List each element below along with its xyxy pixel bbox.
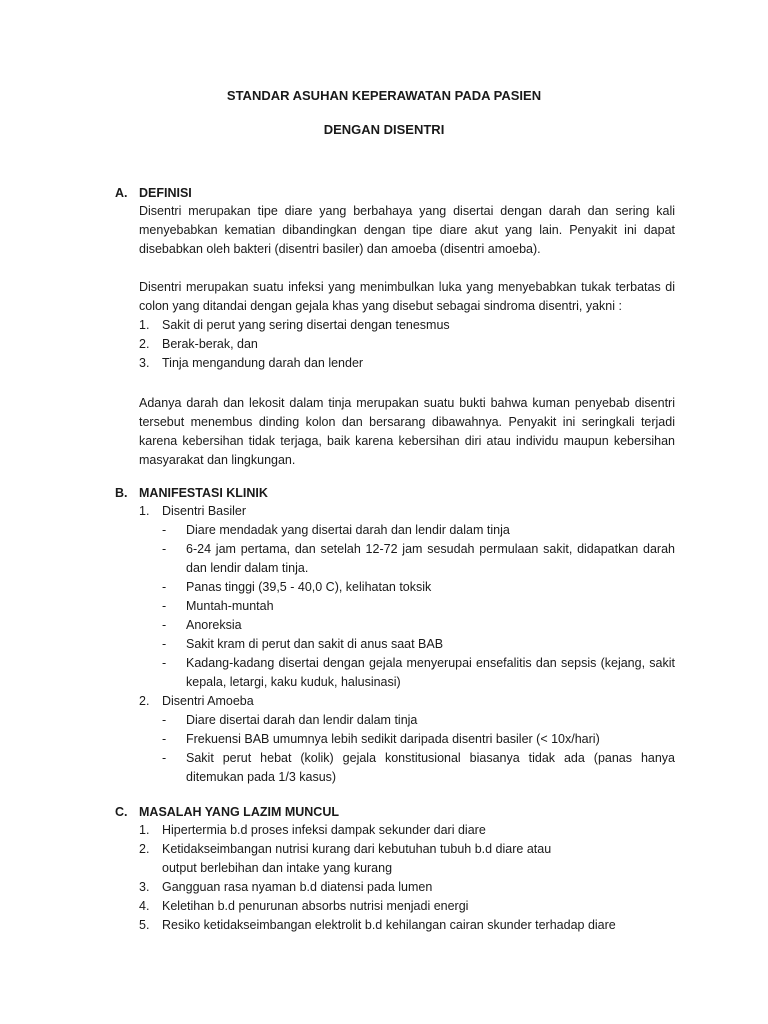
section-letter: C. bbox=[115, 805, 128, 819]
basiler-symptom-list bbox=[115, 521, 675, 692]
document-title-line-1: STANDAR ASUHAN KEPERAWATAN PADA PASIEN bbox=[226, 88, 542, 103]
section-heading bbox=[115, 184, 675, 202]
paragraph: Disentri merupakan tipe diare yang berbahaya yang disertai dengan darah dan sering kali menyebabkan kematian dibandingkan dengan tipe diare akut yang lain. Penyakit ini dapat disebabkan oleh bakteri (disentri basiler) dan amoeba (disentri amoeba). bbox=[139, 204, 675, 256]
symptom-list bbox=[115, 316, 675, 373]
list-item: 3. Gangguan rasa nyaman b.d diatensi pada lumen bbox=[139, 880, 433, 894]
section-title: DEFINISI bbox=[139, 186, 192, 200]
list-item: - Sakit kram di perut dan sakit di anus saat BAB bbox=[162, 637, 444, 651]
section-letter: B. bbox=[115, 486, 128, 500]
problem-list bbox=[115, 821, 616, 935]
list-item: - Diare mendadak yang disertai darah dan lendir dalam tinja bbox=[162, 523, 510, 537]
list-item: 2. Berak-berak, dan bbox=[139, 337, 258, 351]
list-item: - 6-24 jam pertama, dan setelah 12-72 jam sesudah permulaan sakit, didapatkan darah dan lendir dalam tinja. bbox=[162, 542, 675, 575]
list-item: - Sakit perut hebat (kolik) gejala konstitusional biasanya tidak ada (panas hanya ditemukan pada 1/3 kasus) bbox=[162, 751, 675, 784]
list-item: 2. Ketidakseimbangan nutrisi kurang dari kebutuhan tubuh b.d diare atau output berlebihan dan intake yang kurang bbox=[139, 842, 552, 875]
list-item: 1. Sakit di perut yang sering disertai dengan tenesmus bbox=[139, 318, 450, 332]
list-item: 3. Tinja mengandung darah dan lender bbox=[139, 356, 364, 370]
section-definisi bbox=[115, 184, 675, 470]
section-letter: A. bbox=[115, 186, 128, 200]
list-item: - Panas tinggi (39,5 - 40,0 C), kelihatan toksik bbox=[162, 580, 432, 594]
document-title-line-2: DENGAN DISENTRI bbox=[323, 122, 445, 137]
section-title: MASALAH YANG LAZIM MUNCUL bbox=[139, 805, 339, 819]
list-item: 1. Hipertermia b.d proses infeksi dampak sekunder dari diare bbox=[139, 823, 486, 837]
subsection-disentri-amoeba: 2. Disentri Amoeba bbox=[139, 694, 254, 708]
section-masalah-lazim-muncul bbox=[115, 803, 675, 935]
list-item: - Diare disertai darah dan lendir dalam tinja bbox=[162, 713, 418, 727]
list-item: - Muntah-muntah bbox=[162, 599, 274, 613]
section-manifestasi-klinik bbox=[115, 484, 675, 787]
section-heading bbox=[115, 803, 675, 821]
list-item: 5. Resiko ketidakseimbangan elektrolit b.d kehilangan cairan skunder terhadap diare bbox=[139, 918, 616, 932]
list-item: - Anoreksia bbox=[162, 618, 242, 632]
paragraph: Disentri merupakan suatu infeksi yang menimbulkan luka yang menyebabkan tukak terbatas di colon yang ditandai dengan gejala khas yang disebut sebagai sindroma disentri, yakni : bbox=[139, 280, 675, 313]
list-item: - Kadang-kadang disertai dengan gejala menyerupai ensefalitis dan sepsis (kejang, sakit kepala, letargi, kaku kuduk, halusinasi) bbox=[162, 656, 675, 689]
section-title: MANIFESTASI KLINIK bbox=[139, 486, 268, 500]
amoeba-symptom-list bbox=[115, 711, 675, 787]
section-heading bbox=[115, 484, 675, 502]
list-item: 4. Keletihan b.d penurunan absorbs nutrisi menjadi energi bbox=[139, 899, 469, 913]
subsection-disentri-basiler: 1. Disentri Basiler bbox=[139, 504, 247, 518]
list-item: - Frekuensi BAB umumnya lebih sedikit daripada disentri basiler (< 10x/hari) bbox=[162, 732, 600, 746]
paragraph: Adanya darah dan lekosit dalam tinja merupakan suatu bukti bahwa kuman penyebab disentri tersebut menembus dinding kolon dan bersarang dibawahnya. Penyakit ini seringkali terjadi karena kebersihan tidak terjaga, baik karena kebersihan diri atau individu maupun kebersihan masyarakat dan lingkungan. bbox=[139, 396, 675, 467]
